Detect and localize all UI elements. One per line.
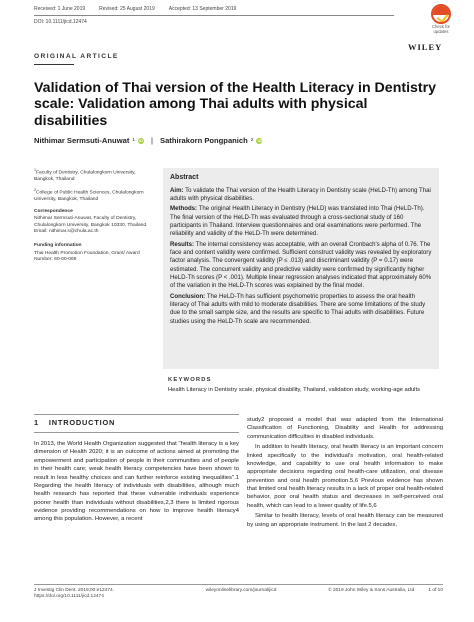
revised-date: Revised: 25 August 2019: [99, 6, 155, 12]
page-number: 1 of 10: [428, 588, 443, 593]
section-title: INTRODUCTION: [48, 418, 116, 427]
received-date: Received: 1 June 2019: [34, 6, 86, 12]
history-dates: [34, 6, 394, 16]
body-column-right: [247, 416, 443, 531]
author-list: [34, 136, 262, 145]
author-affil-sup: 1: [132, 138, 136, 143]
author-name[interactable]: Nithimar Sermsuti-Anuwat: [34, 136, 130, 145]
abstract-methods: Methods: The original Health Literacy in Dentistry (HeLD) was translated into Thai (HeLD-Th). The final version of the HeLD-Th was evaluated through a cross-sectional study of 160 participants in Thailand. Interview questionnaires and oral examinations were performed. The reliability and validity of the HeLD-Th were determined.: [170, 205, 425, 238]
doi[interactable]: DOI: 10.1111/jicd.12474: [34, 19, 87, 25]
article-title: Validation of Thai version of the Health Literacy in Dentistry scale: Validation among Thai adults with physical disabilities: [34, 80, 437, 129]
article-sidebar: [34, 168, 152, 271]
body-paragraph: study2 proposed a model that was adapted from the International Classification of Functioning, Disability and Health for addressing communication difficulties in disabled individuals.: [247, 417, 443, 440]
footer-website[interactable]: wileyonlinelibrary.com/journal/jicd: [205, 588, 277, 593]
orcid-icon[interactable]: iD: [257, 137, 262, 143]
abstract-box: [163, 168, 439, 369]
author-separator: |: [151, 136, 154, 145]
section-rule: [34, 432, 239, 433]
publisher-logo: WILEY: [408, 42, 443, 52]
keywords-heading: KEYWORDS: [168, 377, 212, 383]
body-column-left: [34, 440, 239, 526]
page-footer: [34, 588, 443, 601]
footer-doi-link[interactable]: https://doi.org/10.1111/jicd.12474: [34, 594, 104, 600]
footer-right: [328, 588, 443, 601]
accepted-date: Accepted: 13 September 2019: [168, 6, 237, 12]
author-affil-sup: 2: [250, 138, 254, 143]
keywords-text: Health Literacy in Dentistry scale, physical disability, Thailand, validation study, working-age adults: [168, 387, 420, 394]
funding-text: Thai Health Promotion Foundation, Grant/ Award Number: 60-00-069: [34, 250, 140, 262]
keywords: [168, 376, 440, 394]
abstract-conclusion: Conclusion: The HeLD-Th has sufficient psychometric properties to assess the oral health literacy of Thai adults with mild to moderate disabilities. There are some limitations of the study due to the small sample size, and the results are specific to Thai adults with disabilities. Future studies using the HeLD-Th scale are recommended.: [170, 292, 426, 325]
correspondence: [34, 209, 152, 236]
footer-copyright: © 2019 John Wiley & Sons Australia, Ltd: [328, 588, 415, 593]
orcid-icon[interactable]: iD: [139, 137, 144, 143]
funding: [34, 243, 152, 263]
abstract-aim: Aim: To validate the Thai version of the Health Literacy in Dentistry scale (HeLD-Th) among Thai adults with physical disabilities.: [170, 186, 431, 202]
crossmark-badge[interactable]: [422, 4, 460, 34]
correspondence-heading: Correspondence: [34, 208, 73, 214]
funding-heading: Funding information: [34, 243, 82, 249]
affiliation: $^1$Faculty of Dentistry, Chulalongkorn University, Bangkok, Thailand: [34, 168, 136, 182]
body-paragraph: In 2013, the World Health Organization suggested that "health literacy is a key dimension of Health 2020; it is an outcome of actions aimed at promoting the empowerment and participation of people in their communities and of people in their health care; weak health literacy competencies have been shown to result in less healthy choices and can further reinforce existing inequalities".1 Regarding the health literacy of individuals with disabilities, although much health research has reported that these vulnerable individuals experience poorer health than individuals without disabilities,2,3 there is limited rigorous evidence providing recommendations on how to improve health literacy4 among this population. However, a recent: [34, 441, 239, 523]
article-type: ORIGINAL ARTICLE: [34, 53, 119, 60]
section-heading: [34, 418, 115, 427]
section-number: 1: [34, 418, 39, 427]
crossmark-label: Check for updates: [432, 24, 450, 34]
abstract-results: Results: The internal consistency was acceptable, with an overall Cronbach's alpha of 0.76. The face and content validity were confirmed. Sufficient construct validity was revealed by exploratory factor analysis. The convergent validity (P ≤ .013) and discriminant validity (P = 0.17) were estimated. The concurrent validity and predictive validity were confirmed by significantly higher HeLD-Th scores (P < .001). Multiple linear regression analyses indicated that approximately 60% of the variation in the HeLD-Th scores was explained by the final model.: [170, 240, 432, 290]
correspondence-text: Nithimar Sermsuti-Anuwat, Faculty of Dentistry, Chulalongkorn University, Bangkok 10330, Thailand.: [34, 216, 148, 228]
section-rule: [34, 414, 239, 415]
body-paragraph: In addition to health literacy, oral health literacy is an important concern linked specifically to the individual's motivation, oral health-related knowledge, and capability to use oral health information to make appropriate decisions regarding oral health-care utilization, oral disease prevention and oral health promotion.5,6 Previous evidence has shown that limited oral health literacy results in a lack of proper oral health-related behavior, poor oral health status and decreases in self-perceived oral health, which can lead to a lower quality of life.5,6: [247, 444, 443, 509]
footer-citation: J Investig Clin Dent. 2019;00:e12474. https://doi.org/10.1111/jicd.12474: [34, 588, 154, 601]
article-history: [34, 6, 394, 25]
author-name[interactable]: Sathirakorn Pongpanich: [160, 136, 248, 145]
footer-rule: [34, 584, 443, 585]
crossmark-icon[interactable]: [431, 4, 451, 24]
body-paragraph: Similar to health literacy, levels of oral health literacy can be measured by using an appropriate instrument. In the last 2 decades,: [247, 513, 443, 528]
abstract-heading: Abstract: [170, 174, 199, 181]
affiliation: $^2$College of Public Health Sciences, Chulalongkorn University, Bangkok, Thailand: [34, 188, 144, 203]
article-type-rule: [34, 64, 74, 65]
correspondence-email[interactable]: Email: nithimar.s@chula.ac.th: [34, 228, 99, 234]
